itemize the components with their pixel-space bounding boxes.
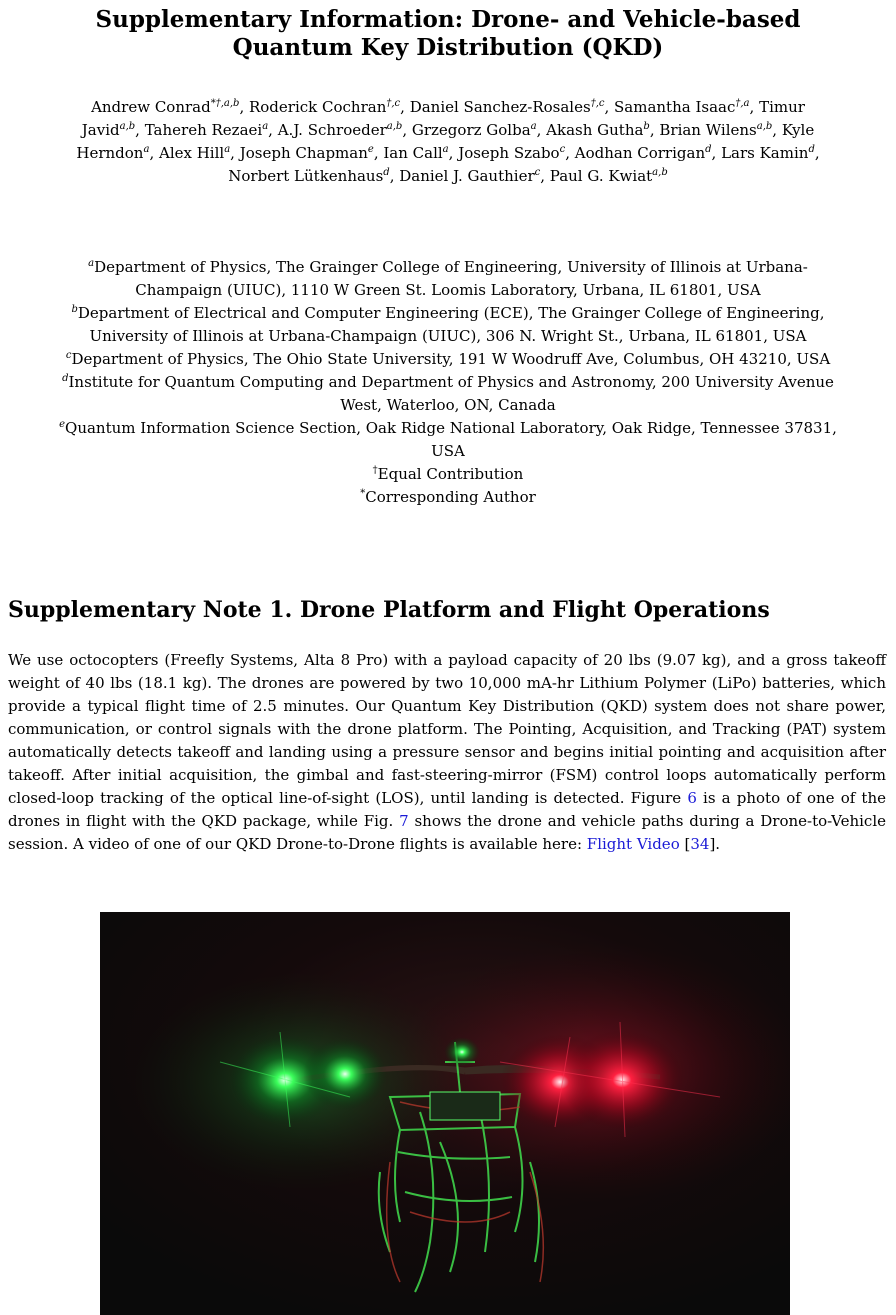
author [575, 144, 712, 162]
author [383, 144, 448, 162]
author [546, 121, 650, 139]
author-name: Kyle Herndon [76, 121, 815, 162]
author-affiliation-mark: a [143, 144, 150, 155]
qkd-payload-box [430, 1092, 500, 1120]
author-affiliation-mark: a,b [756, 121, 773, 132]
title-line-1: Supplementary Information: Drone- and Vehicle-based [95, 6, 801, 33]
author-affiliation-mark: e [367, 144, 374, 155]
figure-ref-6[interactable]: 6 [687, 789, 697, 807]
drone-photo-image [100, 912, 790, 1315]
author [458, 144, 565, 162]
author [249, 98, 400, 116]
note-equal-contribution [50, 463, 846, 486]
note-corresponding-author [50, 486, 846, 509]
affiliation-mark: c [65, 350, 72, 361]
author-name: Daniel J. Gauthier [399, 167, 535, 185]
author-name: A.J. Schroeder [277, 121, 387, 139]
note-text: Equal Contribution [377, 465, 524, 483]
affiliation-e [50, 417, 846, 463]
green-led-right [303, 1038, 387, 1110]
author-name: Samantha Isaac [614, 98, 736, 116]
author-name: Brian Wilens [659, 121, 757, 139]
author [159, 144, 230, 162]
author-affiliation-mark: b [643, 121, 650, 132]
affiliation-c [50, 348, 846, 371]
author-name: Alex Hill [158, 144, 225, 162]
author-name: Paul G. Kwiat [549, 167, 653, 185]
affiliation-mark: b [71, 304, 78, 315]
author-name: Daniel Sanchez-Rosales [409, 98, 591, 116]
author-affiliation-mark: a [262, 121, 269, 132]
author-affiliation-mark: *†,a,b [210, 98, 240, 109]
author-name: Grzegorz Golba [411, 121, 531, 139]
author-name: Timur Javid [81, 98, 805, 139]
author-name: Joseph Chapman [239, 144, 368, 162]
author-affiliation-mark: †,a [735, 98, 750, 109]
red-led-right [560, 1030, 684, 1130]
author-affiliation-mark: c [559, 144, 566, 155]
affiliation-list [50, 256, 846, 509]
note-mark: † [372, 465, 378, 476]
paragraph-text: is a photo of one of the drones in flight with the QKD package, while Fig. [8, 789, 886, 830]
author-name: Andrew Conrad [91, 98, 211, 116]
author [91, 98, 239, 116]
author-name: Akash Gutha [546, 121, 644, 139]
affiliation-mark: a [88, 258, 95, 269]
affiliation-text: Department of Physics, The Ohio State University, 191 W Woodruff Ave, Columbus, OH 43210, USA [71, 350, 831, 368]
author [278, 121, 403, 139]
author-name: Lars Kamin [721, 144, 809, 162]
flight-video-link[interactable]: Flight Video [586, 835, 680, 853]
author [412, 121, 537, 139]
note-text: Corresponding Author [365, 488, 536, 506]
paragraph-text: shows the drone and vehicle paths during a Drone-to-Vehicle session. A video of one of our QKD Drone-to-Drone flights is available here: [8, 812, 886, 853]
author-affiliation-mark: a,b [652, 167, 668, 178]
author [145, 121, 268, 139]
affiliation-mark: e [59, 419, 66, 430]
author [410, 98, 605, 116]
affiliation-text: Quantum Information Science Section, Oak Ridge National Laboratory, Oak Ridge, Tennessee 37831, USA [65, 419, 837, 460]
author [228, 167, 389, 185]
author-name: Ian Call [383, 144, 443, 162]
affiliation-text: Institute for Quantum Computing and Department of Physics and Astronomy, 200 University Avenue West, Waterloo, ON, Canada [68, 373, 834, 414]
section-heading: Supplementary Note 1. Drone Platform and Flight Operations [8, 597, 770, 623]
author [399, 167, 540, 185]
author-affiliation-mark: a [442, 144, 449, 155]
author [659, 121, 772, 139]
affiliation-mark: d [62, 373, 69, 384]
title-line-2: Quantum Key Distribution (QKD) [232, 34, 664, 61]
author-affiliation-mark: d [383, 167, 390, 178]
author-name: Roderick Cochran [248, 98, 387, 116]
affiliation-b [50, 302, 846, 348]
author-affiliation-mark: †,c [590, 98, 605, 109]
author-affiliation-mark: a [224, 144, 231, 155]
author [550, 167, 668, 185]
author-name: Tahereh Rezaei [144, 121, 263, 139]
author-name: Aodhan Corrigan [574, 144, 706, 162]
author-list: Andrew Conrad$^{*\dagger,a,b}$, Roderick Cochran$^{\dagger,c}$, Daniel Sanchez-Rosales$^{\dagger,c}$, Samantha Isaac$^{\dagger,a}$, Timur Javid$^{a,b}$, Tahereh Rezaei$^a$, A.J. Schroeder$^{a,b}$, Grzegorz Golba$^a$, Akash Gutha$^b$, Brian Wilens$^{a,b}$, Kyle Herndon$^a$, Alex Hill$^a$, Joseph Chapman$^e$, Ian Call$^a$, Joseph Szabo$^c$, Aodhan Corrigan$^d$, Lars Kamin$^d$, Norbert Lütkenhaus$^d$, Daniel J. Gauthier$^c$, Paul G. Kwiat$^{a,b}$ [76, 98, 820, 185]
paper-title [0, 6, 896, 62]
author [240, 144, 374, 162]
author-affiliation-mark: †,c [386, 98, 401, 109]
author-affiliation-mark: a,b [119, 121, 136, 132]
green-led-top [444, 1037, 480, 1067]
citation-34-link[interactable]: 34 [690, 835, 710, 853]
author-affiliation-mark: a,b [386, 121, 403, 132]
affiliation-text: Department of Electrical and Computer Engineering (ECE), The Grainger College of Engineering, University of Illinois at Urbana-Champaign (UIUC), 306 N. Wright St., Urbana, IL 61801, USA [77, 304, 825, 345]
author-name: Joseph Szabo [458, 144, 560, 162]
body-paragraph [8, 649, 886, 856]
note-mark: * [360, 488, 366, 499]
author-affiliation-mark: d [808, 144, 815, 155]
paragraph-text: We use octocopters (Freefly Systems, Alta 8 Pro) with a payload capacity of 20 lbs (9.07 kg), and a gross takeoff weight of 40 lbs (18.1 kg). The drones are powered by two 10,000 mA-hr Lithium Polymer (LiPo) batteries, which provide a typical flight time of 2.5 minutes. Our Quantum Key Distribution (QKD) system does not share power, communication, or control signals with the drone platform. The Pointing, Acquisition, and Tracking (PAT) system automatically detects takeoff and landing using a pressure sensor and begins initial pointing and acquisition after takeoff. After initial acquisition, the gimbal and fast-steering-mirror (FSM) control loops automatically perform closed-loop tracking of the optical line-of-sight (LOS), until landing is detected. Figure [8, 651, 886, 807]
author-affiliation-mark: d [705, 144, 712, 155]
citation-bracket: ]. [709, 835, 721, 853]
author-name: Norbert Lütkenhaus [228, 167, 384, 185]
author [614, 98, 750, 116]
author-affiliation-mark: c [534, 167, 541, 178]
affiliation-text: Department of Physics, The Grainger College of Engineering, University of Illinois at Urbana-Champaign (UIUC), 1110 W Green St. Loomis Laboratory, Urbana, IL 61801, USA [94, 258, 808, 299]
author [721, 144, 815, 162]
affiliation-a [50, 256, 846, 302]
citation-bracket: [ [679, 835, 691, 853]
author-affiliation-mark: a [530, 121, 537, 132]
drone-photo [100, 912, 790, 1315]
figure-ref-7[interactable]: 7 [399, 812, 409, 830]
affiliation-d [50, 371, 846, 417]
